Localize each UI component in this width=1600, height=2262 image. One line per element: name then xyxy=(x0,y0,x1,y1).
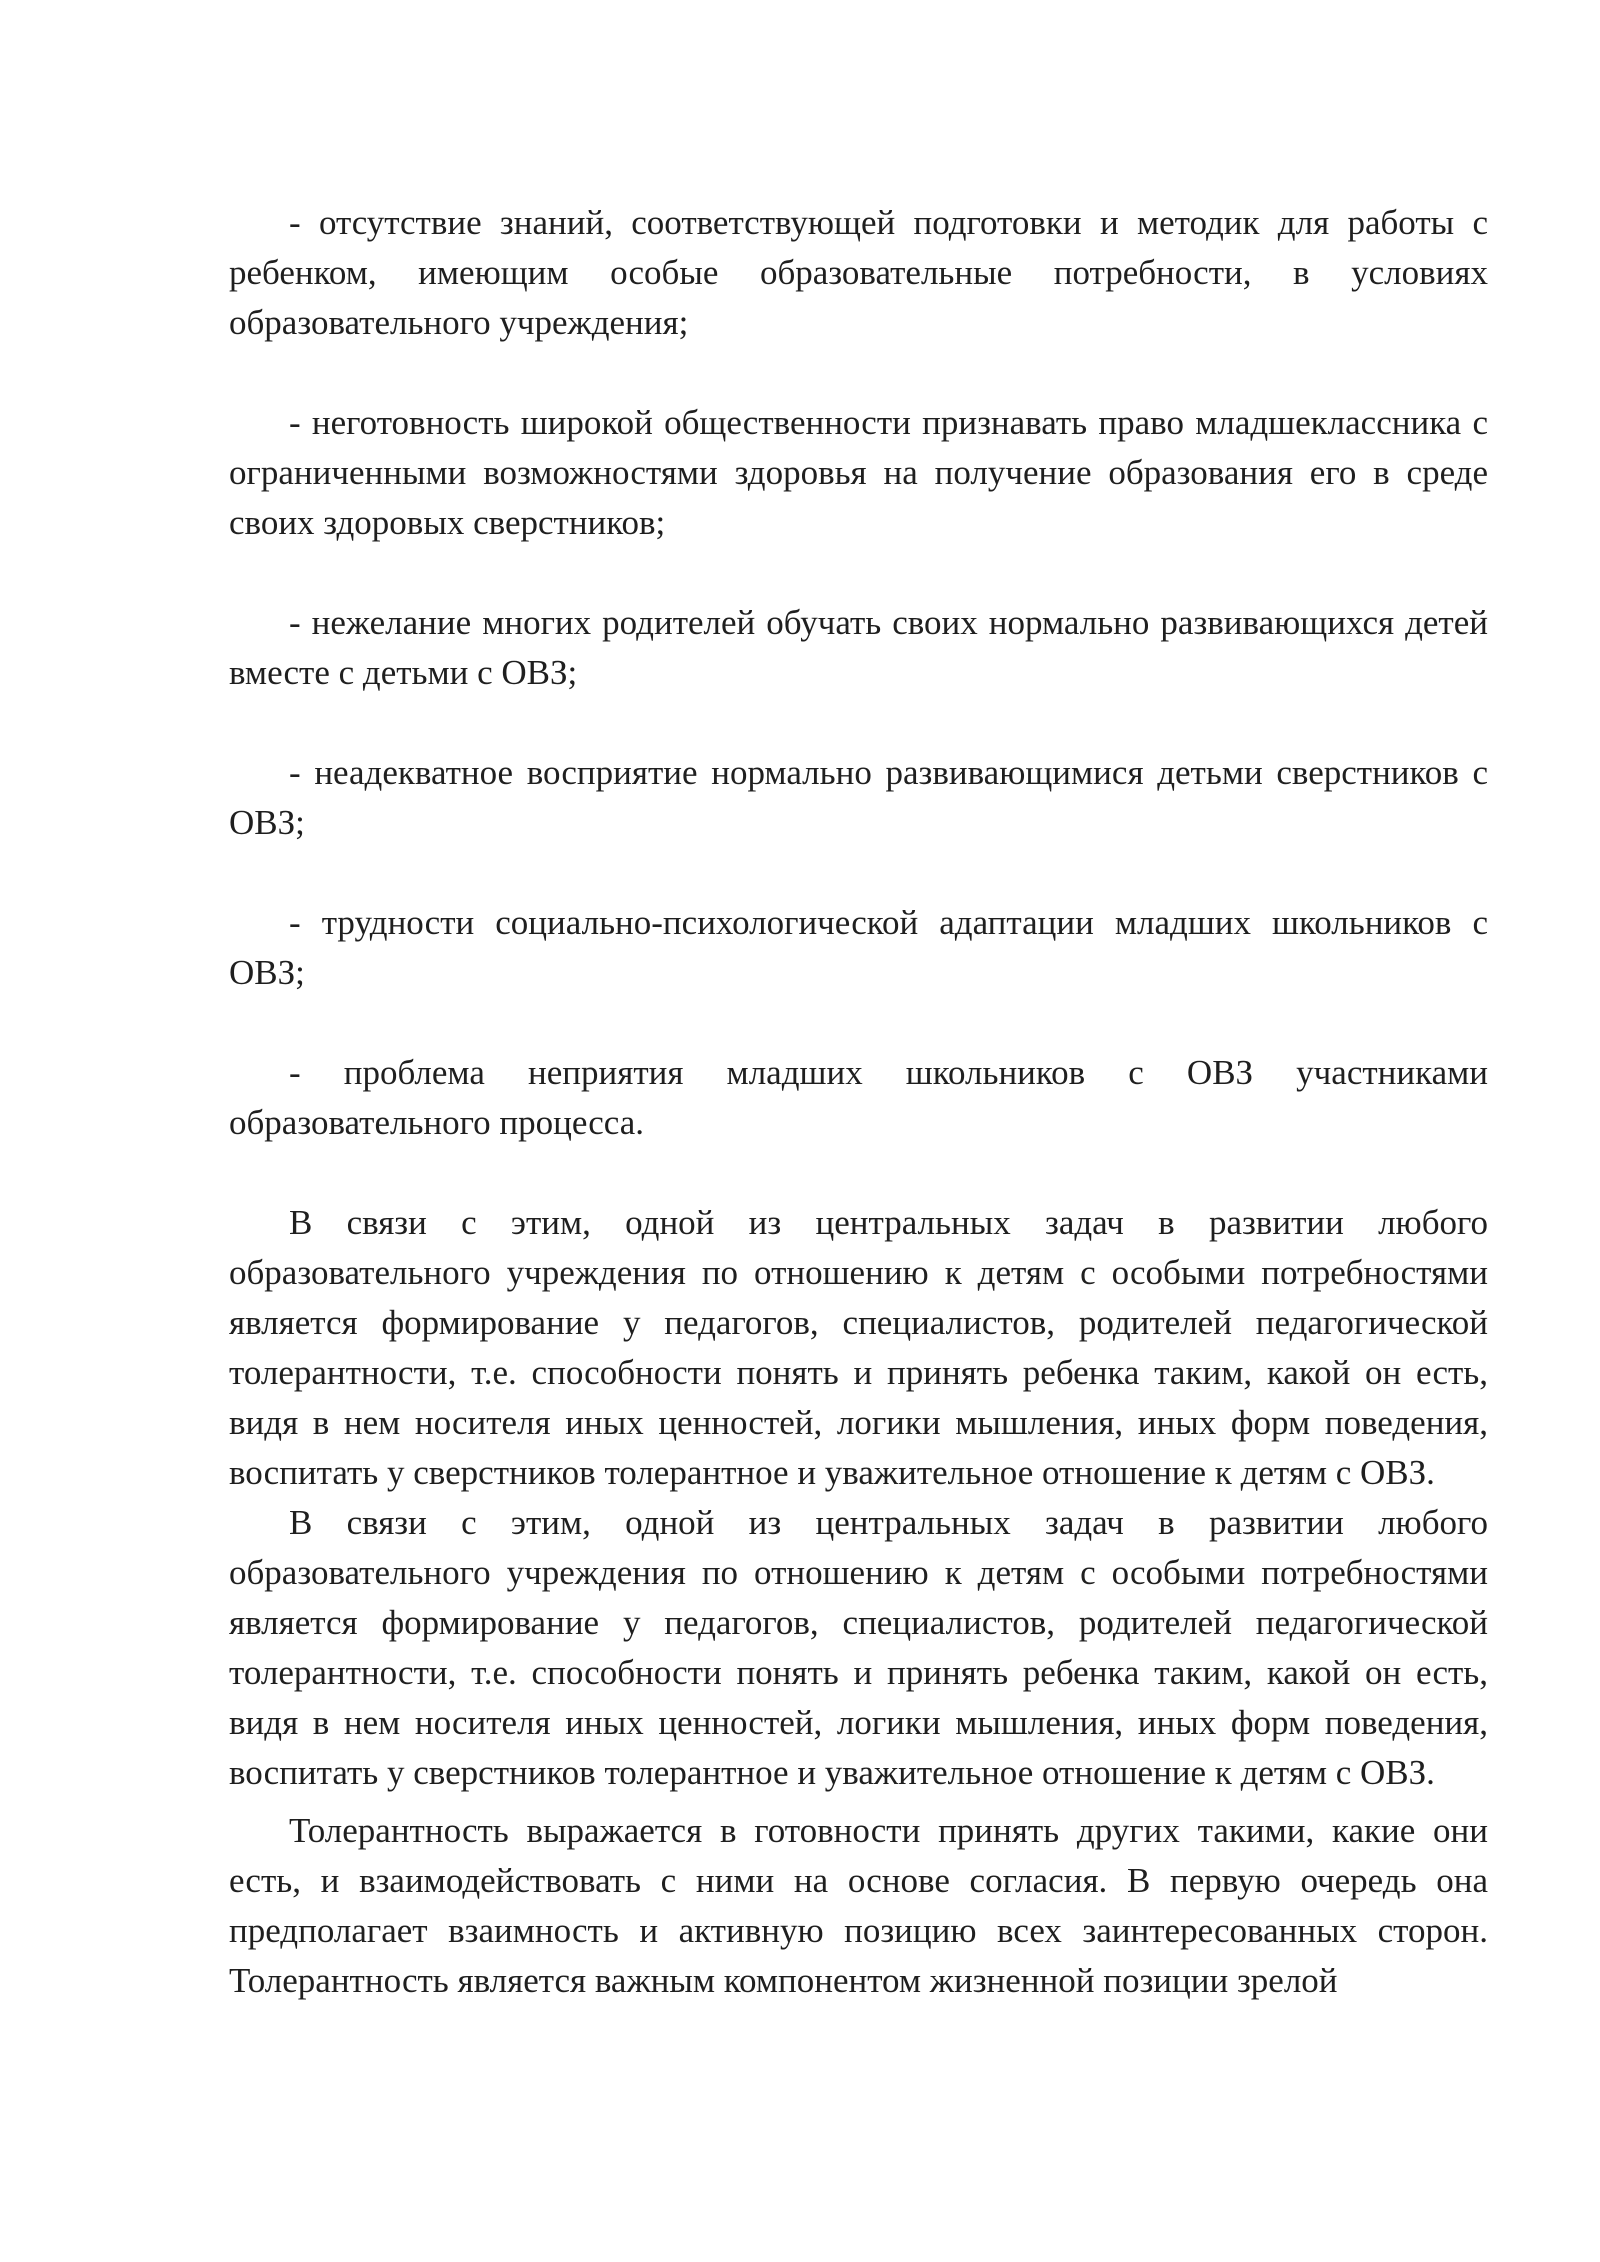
paragraph-tolerance-task-2: В связи с этим, одной из центральных задач в развитии любого образовательного учреждения по отношению к детям с особыми потребностями является формирование у педагогов, специалистов, родителей педагогической толерантности, т.е. способности понять и принять ребенка таким, какой он есть, видя в нем носителя иных ценностей, логики мышления, иных форм поведения, воспитать у сверстников толерантное и уважительное отношение к детям с ОВЗ. xyxy=(229,1503,1488,1792)
list-item-rejection-problem: - проблема неприятия младших школьников с ОВЗ участниками образовательного процесса. xyxy=(229,1053,1488,1142)
paragraph-tolerance-definition: Толерантность выражается в готовности принять других такими, какие они есть, и взаимодействовать с ними на основе согласия. В первую очередь она предполагает взаимность и активную позицию всех заинтересованных сторон. Толерантность является важным компонентом жизненной позиции зрелой xyxy=(229,1811,1488,2000)
list-item-inadequate-perception: - неадекватное восприятие нормально развивающимися детьми сверстников с ОВЗ; xyxy=(229,753,1488,842)
document-body xyxy=(229,198,1488,2006)
list-item-adaptation-difficulties: - трудности социально-психологической адаптации младших школьников с ОВЗ; xyxy=(229,903,1488,992)
list-item-no-knowledge: - отсутствие знаний, соответствующей подготовки и методик для работы с ребенком, имеющим особые образовательные потребности, в условиях образовательного учреждения; xyxy=(229,203,1488,342)
list-item-public-unreadiness: - неготовность широкой общественности признавать право младшеклассника с ограниченными возможностями здоровья на получение образования его в среде своих здоровых сверстников; xyxy=(229,403,1488,542)
list-item-parents-unwillingness: - нежелание многих родителей обучать своих нормально развивающихся детей вместе с детьми с ОВЗ; xyxy=(229,603,1488,692)
paragraph-tolerance-task-1: В связи с этим, одной из центральных задач в развитии любого образовательного учреждения по отношению к детям с особыми потребностями является формирование у педагогов, специалистов, родителей педагогической толерантности, т.е. способности понять и принять ребенка таким, какой он есть, видя в нем носителя иных ценностей, логики мышления, иных форм поведения, воспитать у сверстников толерантное и уважительное отношение к детям с ОВЗ. xyxy=(229,1203,1488,1492)
